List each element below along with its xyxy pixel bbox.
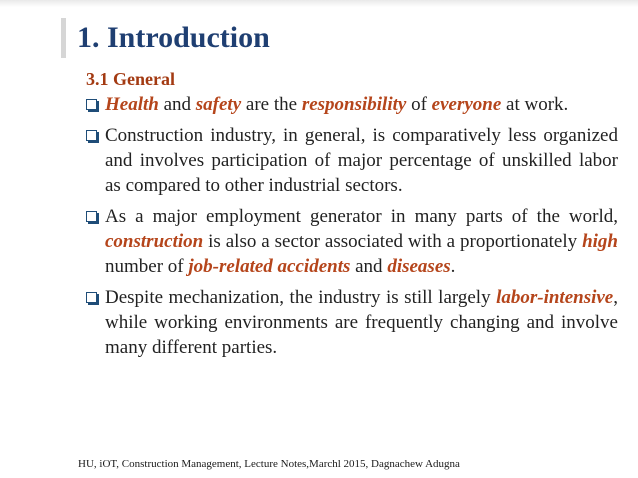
emphasis-text: diseases — [387, 256, 451, 277]
bullet-item — [84, 92, 618, 117]
footer-text: HU, iOT, Construction Management, Lecture Notes,Marchl 2015, Dagnachew Adugna — [78, 458, 460, 470]
section-subtitle: 3.1 General — [86, 69, 175, 89]
bullet-list — [84, 92, 618, 366]
emphasis-text: high — [582, 231, 618, 252]
bullet-text: are the — [241, 94, 302, 115]
bullet-text: Construction industry, in general, is comparatively less organized and involves participation of major percentage of unskilled labor as compared to other industrial sectors. — [105, 125, 618, 196]
bullet-text: and — [350, 256, 388, 277]
bullet-text: . — [450, 256, 456, 277]
square-checkbox-icon — [86, 130, 97, 141]
bullet-text: Despite mechanization, the industry is still largely — [105, 287, 497, 308]
bullet-item — [84, 123, 618, 198]
square-checkbox-icon — [86, 211, 97, 222]
square-checkbox-icon — [86, 99, 97, 110]
bullet-text: number of — [105, 256, 189, 277]
emphasis-text: safety — [195, 94, 242, 115]
emphasis-text: construction — [105, 231, 204, 252]
top-rule — [0, 0, 638, 7]
emphasis-text: labor-intensive — [496, 287, 614, 308]
bullet-text: is also a sector associated with a proportionately — [203, 231, 583, 252]
square-checkbox-icon — [86, 292, 97, 303]
bullet-item — [84, 285, 618, 360]
slide-title: 1. Introduction — [77, 21, 270, 54]
bullet-text: at work. — [501, 94, 569, 115]
title-accent-bar — [61, 18, 66, 58]
bullet-text: of — [406, 94, 432, 115]
bullet-item — [84, 204, 618, 279]
bullet-text: As a major employment generator in many parts of the world, — [105, 206, 618, 227]
bullet-text: , while working environments are frequently changing and involve many different parties. — [105, 287, 618, 358]
bullet-text: and — [158, 94, 196, 115]
emphasis-text: responsibility — [301, 94, 407, 115]
emphasis-text: Health — [105, 94, 159, 115]
emphasis-text: everyone — [431, 94, 502, 115]
emphasis-text: job-related accidents — [188, 256, 351, 277]
